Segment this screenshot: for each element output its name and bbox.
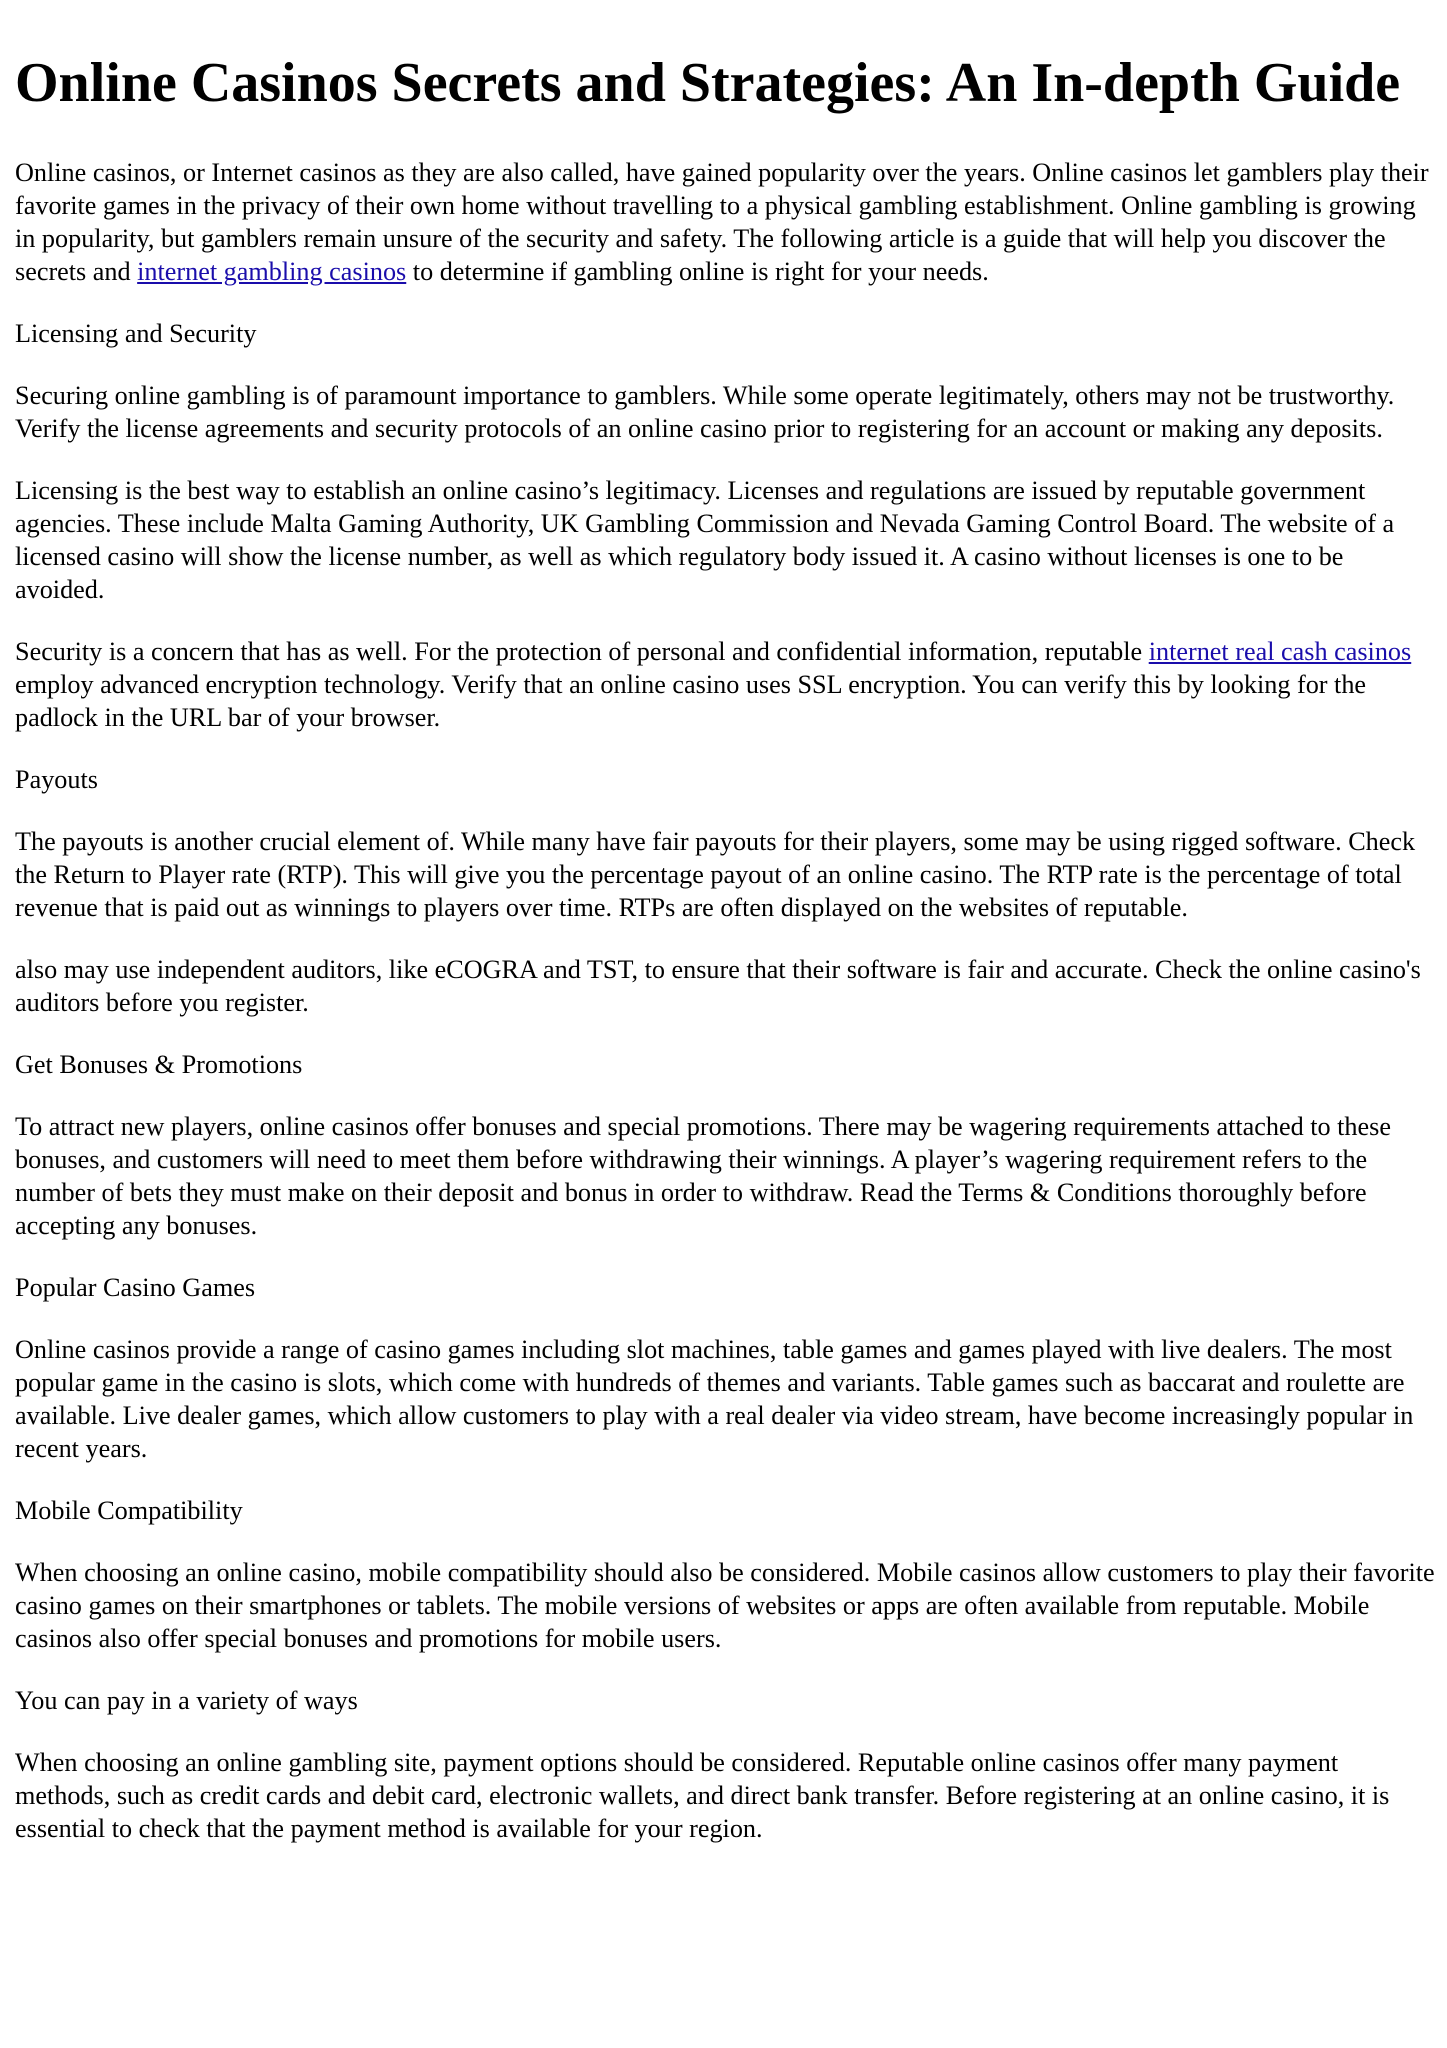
licensing-paragraph-2: Licensing is the best way to establish an online casino’s legitimacy. Licenses and regulations are issued by reputable government agencies. These include Malta Gaming Authority, UK Gambling Commission and Nevada Gaming Control Board. The website of a licensed casino will show the license number, as well as which regulatory body issued it. A casino without licenses is one to be avoided. <box>15 476 1395 604</box>
games-paragraph: Online casinos provide a range of casino games including slot machines, table games and games played with live dealers. The most popular game in the casino is slots, which come with hundreds of themes and variants. Table games such as baccarat and roulette are available. Live dealer games, which allow customers to play with a real dealer via video stream, have become increasingly popular in recent years. <box>15 1335 1414 1463</box>
security-paragraph <box>15 635 1437 734</box>
licensing-paragraph-1: Securing online gambling is of paramount importance to gamblers. While some operate legitimately, others may not be trustworthy. Verify the license agreements and security protocols of an online casino prior to registering for an account or making any deposits. <box>15 381 1395 443</box>
internet-real-cash-casinos-link[interactable]: internet real cash casinos <box>1148 637 1412 666</box>
security-text-before-link: Security is a concern that has as well. For the protection of personal and confidential information, reputable <box>15 637 1149 666</box>
payouts-paragraph-1: The payouts is another crucial element of. While many have fair payouts for their players, some may be using rigged software. Check the Return to Player rate (RTP). This will give you the percentage payout of an online casino. The RTP rate is the percentage of total revenue that is paid out as winnings to players over time. RTPs are often displayed on the websites of reputable. <box>15 827 1416 922</box>
section-heading-mobile: Mobile Compatibility <box>15 1496 243 1525</box>
bonuses-paragraph: To attract new players, online casinos offer bonuses and special promotions. There may be wagering requirements attached to these bonuses, and customers will need to meet them before withdrawing their winnings. A player’s wagering requirement refers to the number of bets they must make on their deposit and bonus in order to withdraw. Read the Terms & Conditions thoroughly before accepting any bonuses. <box>15 1112 1391 1240</box>
mobile-paragraph: When choosing an online casino, mobile compatibility should also be considered. Mobile casinos allow customers to play their favorite casino games on their smartphones or tablets. The mobile versions of websites or apps are often available from reputable. Mobile casinos also offer special bonuses and promotions for mobile users. <box>15 1558 1435 1653</box>
payouts-paragraph-2: also may use independent auditors, like eCOGRA and TST, to ensure that their software is fair and accurate. Check the online casino's auditors before you register. <box>15 955 1421 1017</box>
section-heading-licensing: Licensing and Security <box>15 319 257 348</box>
payment-paragraph: When choosing an online gambling site, payment options should be considered. Reputable online casinos offer many payment methods, such as credit cards and debit card, electronic wallets, and direct bank transfer. Before registering at an online casino, it is essential to check that the payment method is available for your region. <box>15 1748 1390 1843</box>
page-title: Online Casinos Secrets and Strategies: An In-depth Guide <box>15 52 1401 114</box>
security-text-after-link: employ advanced encryption technology. Verify that an online casino uses SSL encryption. You can verify this by looking for the padlock in the URL bar of your browser. <box>15 670 1367 732</box>
section-heading-bonuses: Get Bonuses & Promotions <box>15 1050 303 1079</box>
section-heading-games: Popular Casino Games <box>15 1273 256 1302</box>
section-heading-payouts: Payouts <box>15 765 98 794</box>
intro-paragraph <box>15 156 1437 288</box>
intro-text-after-link: to determine if gambling online is right for your needs. <box>406 257 989 286</box>
internet-gambling-casinos-link[interactable]: internet gambling casinos <box>137 257 407 286</box>
section-heading-payment: You can pay in a variety of ways <box>15 1686 358 1715</box>
intro-text-before-link: Online casinos, or Internet casinos as they are also called, have gained popularity over the years. Online casinos let gamblers play their favorite games in the privacy of their own home without travelling to a physical gambling establishment. Online gambling is growing in popularity, but gamblers remain unsure of the security and safety. The following article is a guide that will help you discover the secrets and <box>15 158 1429 286</box>
